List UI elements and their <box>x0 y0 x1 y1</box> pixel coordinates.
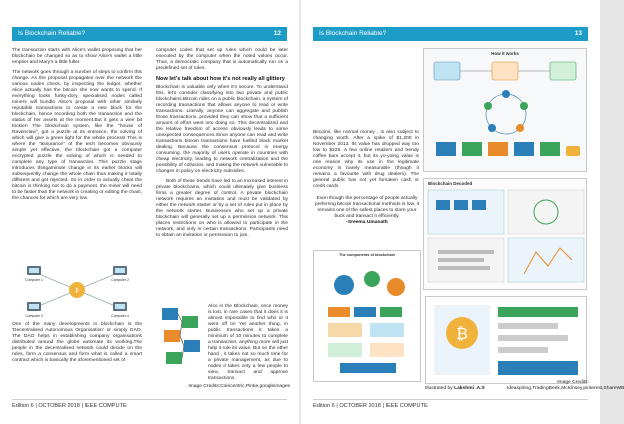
paragraph: Blockchain is valuable only when it's secure. To understand this, let's consider classifying into two private and public blockchains.Bitcoin rides on a public blockchain, a system of recording transactions that allows anyone to read or write transactions. Literally, anyone can aggregate and publish those transactions, provided they can show that a sufficient amount of effort went into doing so. This decentralized and the relative freedom of access obviously leads to some unexpected consequences.Since anyone can read and write transactions bitcoin transactions have fuelled black market dealing. Because the consensus protocol is energy consuming, the majority of users operate in countries with cheap electricity, leading to network centralization and the possibility of collusion, and making the network vulnerable to changes in policy on electricity subsidies. <box>156 85 288 174</box>
page-number: 12 <box>273 30 281 37</box>
page-footer: Edition 6 | OCTOBER 2018 | IEEE COMPUTE <box>313 399 588 409</box>
components-of-blockchain-image <box>313 250 421 382</box>
blockchain-illustration <box>156 304 206 368</box>
quote-text: Even though the percentage of people actually preferring bitcoin transactional methods is low, it remains one of the safest places to store your buck and transact it efficiently. <box>314 196 420 219</box>
page-footer: Edition 6 | OCTOBER 2018 | IEEE COMPUTE <box>12 399 287 409</box>
blockchain-decoded-image <box>423 178 587 290</box>
quote-author: -Sreema Umanath <box>346 220 388 225</box>
right-column-bottom-text: Also in the Blockchain, once money is lost, in rare cases that it does it is almost impossible to find who or it went off to! Yet another thing, in public transactions it takes a minimum of 10 minutes to complete a transaction, anything more will just help it rule its value. But on the other hand , it takes not so much time for a private management, as due to nodes it takes only a few people to view, transact and approve transactions. <box>208 304 288 381</box>
node-label: Computer 1 <box>25 278 43 282</box>
network-diagram <box>16 262 138 320</box>
page-number: 13 <box>574 30 582 37</box>
decoded-drawing <box>424 186 588 286</box>
computer-icon <box>113 266 127 275</box>
infographic-drawing <box>424 56 588 168</box>
paragraph: The network goes through a number of steps to confirm this change. As the proposal propagates over the network the various nodes check, by inspecting the ledger, whether Alice actually has the bitcoin she now wants to spend. If everything looks funky-dory, specialised nodes called miners will bundle Alice's proposal with other similarly reputable transactions to create a new block for the blockchain, hence recording both the transaction and the status of her assets at the moment.But it gets a wee bit trickier! The blockchain system, like the "house of Ravenclaw", got a puzzle at its entrance, the solving of which will give a green light for the whole process! This is where the "assurance" of the tech becomes obviously simple yet effective, the blockchain got a computer encrypted puzzle the solving of which is needed to complete any type of transaction. This puzzle stage introduces thingaminute change in its earlier blocks will subsequently change the whole chain thus making it totally different and get rejected. So in order to actually cheat the bitcoin is thinking not to do a payment, the miner will need to be faster than the network in creating or editing the chain, the chances for which are very low. <box>12 70 142 201</box>
page-header-title: Is Blockchain Reliable? <box>18 30 86 37</box>
infographic-title: How it works <box>491 51 519 56</box>
page-header-title: Is Blockchain Reliable? <box>319 30 387 37</box>
infographic-how-it-works <box>423 48 587 172</box>
bitcoin-illustration <box>425 296 587 384</box>
left-column-text <box>12 48 142 260</box>
paragraph: Both of these trends have led to an increased interest in private blockchains, which could ultimately give business firms a greater degree of control. A private blockchain network requires an invitation and must be validated by either the network starter or by a set of rules put in place by the network starter. Businesses who set up a private blockchain will generally set up a permission network. This places restrictions on who is allowed to participate in the network, and only in certain transactions. Participants need to obtain an invitation or permission to join. <box>156 179 288 238</box>
paragraph: computer codes that set up rules which could be later executed by the computer when the noted values occur. Thus, a democratic company that is automatically run on a predefined set of rules. <box>156 48 288 71</box>
node-label: Computer 4 <box>111 314 129 318</box>
pull-quote <box>313 196 421 226</box>
left-column-bottom-text: One of the many developments in blockchain is the 'Decentralised Autonomous Organisation' or simply DAO. The DAO helps in establishing company organisations distributed around the globe automate its working.The people in the decentralised network could decide on the rules, form a consensus and form what is called a smart contract which is basically the aforementioned set of <box>12 322 142 363</box>
image-credit: Image Credits: Ideaspiring,TradingBeek,McKinsey,pinterest,ShareWB <box>507 380 624 391</box>
right-page-column-text: Bitcoins, like normal money , is also subject to changing worth. After a spike of $1,200 in November 2013. Its value has dropped way too low to $225. A few online retailers and trendy coffee bars accept it, but its yo-yoing value is one reason why its use in the legitimate economy is barely measurable (though it remains a favourite with drug dealers). The general public has not yet forsaken cash or credit cards. <box>313 130 419 189</box>
image-title: Blockchain Decoded <box>428 181 473 186</box>
node-label: Computer 2 <box>111 278 129 282</box>
computer-icon <box>113 302 127 311</box>
components-drawing <box>314 257 422 381</box>
page-header <box>313 27 588 41</box>
svg-text:₿: ₿ <box>75 288 79 294</box>
section-heading: Now let's talk about how it's not really all glittery <box>156 76 285 82</box>
right-column-text <box>156 48 288 306</box>
page-header <box>12 27 287 41</box>
illustrator-prefix: Illustrated by <box>425 386 453 391</box>
computer-icon <box>27 302 41 311</box>
paragraph: The transaction starts with Alice's wallet proposing that her blockchain be changed so as to show Alice's wallet a little emptier and Mary's a little fuller. <box>12 48 142 65</box>
bitcoin-drawing <box>426 297 588 385</box>
right-page <box>301 0 624 424</box>
image-title: The components of blockchain <box>339 253 395 257</box>
illustrator-credit <box>425 386 505 392</box>
svg-text:₿: ₿ <box>456 324 468 343</box>
illustrator-name: Lakshmi .A.S <box>454 386 485 391</box>
node-label: Computer 3 <box>25 314 43 318</box>
left-page <box>0 0 299 424</box>
computer-icon <box>27 266 41 275</box>
image-credit: Image Credits:Coincentric,Pintie,googleimages <box>188 384 290 389</box>
